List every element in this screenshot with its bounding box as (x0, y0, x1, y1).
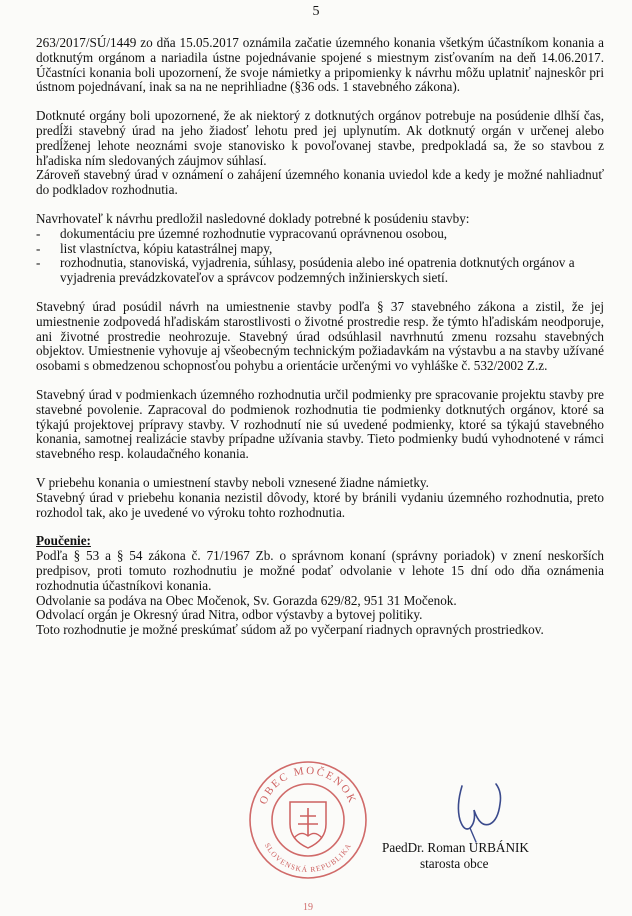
handwritten-signature (440, 780, 520, 844)
paragraph-6: Stavebný úrad v podmienkach územného rozhodnutia určil podmienky pre spracovanie projektu stavby pre stavebné povolenie. Zapracoval do podmienok rozhodnutia tie podmienky dotknutých orgánov, ktoré sa týkajú projektovej prípravy stavby. V rozhodnutí nie sú uvedené podmienky, ktoré sa týkajú stavebného konania, samotnej realizácie stavby prípadne užívania stavby. Tieto podmienky budú vyhodnotené v rámci stavebného resp. kolaudačného konania. (36, 386, 604, 462)
list-dash: - (36, 225, 41, 241)
paragraph-5: Stavebný úrad posúdil návrh na umiestnenie stavby podľa § 37 stavebného zákona a zistil, že jej umiestnenie zodpovedá hľadiskám starostlivosti o životné prostredie resp. že týmto hľadiskám neodporuje, ani životné prostredie neohrozuje. Stavebný úrad odsúhlasil navrhnutú zmenu rozsahu stavebných objektov. Umiestnenie vyhovuje aj všeobecným technickým požiadavkám na výstavbu a na stavby užívané osobami s obmedzenou schopnosťou pohybu a orientácie určenými vo vyhláške č. 532/2002 Z.z. (36, 298, 604, 374)
paragraph-4: Navrhovateľ k návrhu predložil nasledovné doklady potrebné k posúdeniu stavby: (36, 210, 470, 226)
signatory-role: starosta obce (420, 856, 489, 871)
poucenie-paragraph-3: Odvolací orgán je Okresný úrad Nitra, odbor výstavby a bytovej politiky. (36, 607, 423, 623)
coat-of-arms-icon (290, 802, 326, 848)
list-item-text: list vlastníctva, kópiu katastrálnej mapy, (60, 240, 273, 256)
list-dash: - (36, 240, 41, 256)
list-item (36, 227, 604, 242)
poucenie-paragraph-4: Toto rozhodnutie je možné preskúmať súdom až po vyčerpaní riadnych opravných prostriedkov. (36, 622, 544, 638)
paragraph-2: Dotknuté orgány boli upozornené, že ak niektorý z dotknutých orgánov potrebuje na posúdenie dlhší čas, predĺži stavebný úrad na jeho žiadosť lehotu pred jej uplynutím. Ak dotknutý orgán v určenej alebo predĺženej lehote neoznámi svoje stanovisko k povoľovanej stavbe, predpokladá sa, že so stavbou z hľadiska ním sledovaných záujmov súhlasí. (36, 108, 604, 168)
list-item-text: rozhodnutia, stanoviská, vyjadrenia, súhlasy, posúdenia alebo iné opatrenia dotknutých orgánov a vyjadrenia prevádzkovateľov a správcov podzemných inžinierskych sietí. (60, 255, 575, 286)
document-body (36, 36, 604, 638)
list-item (36, 256, 604, 286)
page-number: 5 (312, 4, 320, 19)
list-item-text: dokumentáciu pre územné rozhodnutie vypracovanú oprávnenou osobou, (60, 225, 448, 241)
poucenie-paragraph-1: Podľa § 53 a § 54 zákona č. 71/1967 Zb. o správnom konaní (správny poriadok) v znení neskorších predpisov, proti tomuto rozhodnutiu je možné podať odvolanie v lehote 15 dní odo dňa oznámenia rozhodnutia účastníkovi konania. (36, 548, 604, 593)
poucenie-heading: Poučenie: (36, 533, 91, 549)
signatory-name: PaedDr. Roman URBÁNIK (382, 840, 529, 855)
seal-top-text: OBEC MOČENOK (257, 764, 359, 807)
svg-text:OBEC MOČENOK (257, 765, 358, 806)
poucenie-paragraph-2: Odvolanie sa podáva na Obec Močenok, Sv. Gorazda 629/82, 951 31 Močenok. (36, 592, 457, 608)
seal-number: 19 (303, 902, 313, 913)
paragraph-3: Zároveň stavebný úrad v oznámení o zahájení územného konania uviedol kde a kedy je možné nahliadnuť do podkladov rozhodnutia. (36, 167, 604, 198)
seal-bottom-text: SLOVENSKÁ REPUBLIKA (262, 841, 354, 875)
signature-block (382, 840, 529, 872)
list-item (36, 242, 604, 257)
paragraph-7: V priebehu konania o umiestnení stavby neboli vznesené žiadne námietky. (36, 474, 429, 490)
paragraph-1: 263/2017/SÚ/1449 zo dňa 15.05.2017 oznámila začatie územného konania všetkým účastníkom konania a dotknutým orgánom a nariadila ústne pojednávanie spojené s miestnym zisťovaním na deň 14.06.2017. Účastníci konania boli upozornení, že svoje námietky a pripomienky k návrhu môžu uplatniť najneskôr pri ústnom pojednávaní, inak sa na ne neprihliadne (§36 ods. 1 stavebného zákona). (36, 35, 604, 95)
list-dash: - (36, 255, 41, 271)
official-seal (248, 720, 368, 916)
documents-list (36, 227, 604, 286)
paragraph-8: Stavebný úrad v priebehu konania nezistil dôvody, ktoré by bránili vydaniu územného rozhodnutia, preto rozhodol tak, ako je uvedené vo výroku tohto rozhodnutia. (36, 489, 604, 520)
